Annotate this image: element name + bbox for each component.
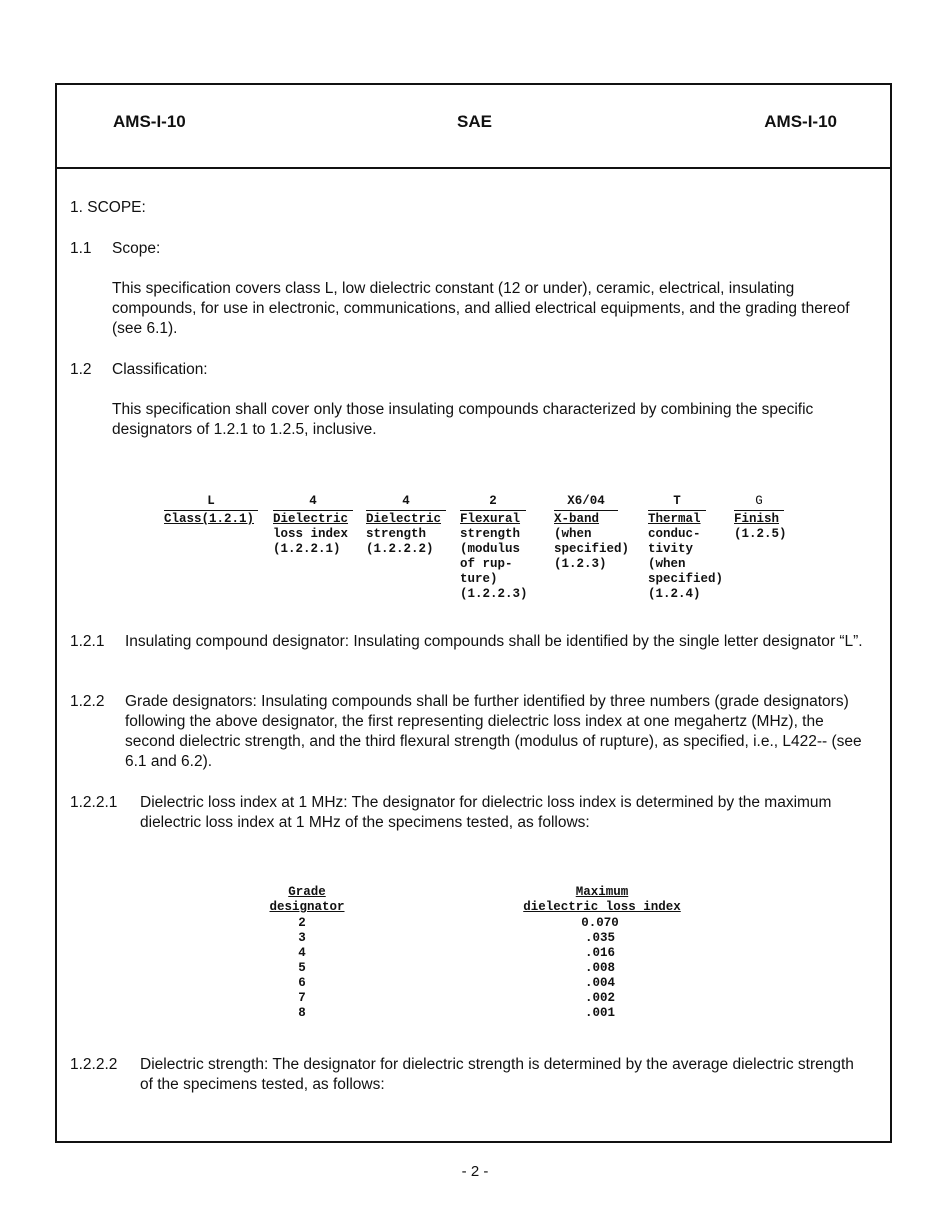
header-publisher: SAE [457,112,492,131]
table-cell-loss-index: .016 [584,946,615,960]
section-number-1-1: 1.1 [70,240,92,257]
header-doc-id-left: AMS-I-10 [113,112,186,131]
designator-label-line: specified) [648,572,724,586]
table-cell-loss-index: .001 [584,1006,615,1020]
designator-label-line: ture) [460,572,498,586]
section-number-1-2-2: 1.2.2 [70,693,105,710]
grade-designator-column [262,916,342,1021]
table-cell-loss-index: .004 [584,976,615,990]
designator-class [164,494,258,527]
section-body-1-2-1: Insulating compound designator: Insulating compounds shall be identified by the single letter designator “L”. [125,633,863,650]
section-number-1-2: 1.2 [70,361,92,378]
max-loss-index-header [512,885,692,915]
designator-label-line: Finish [734,512,780,526]
section-heading-scope: 1. SCOPE: [70,199,146,216]
designator-label-line: Class(1.2.1) [164,512,255,526]
table-cell-grade: 3 [298,931,306,945]
table-cell-grade: 2 [298,916,306,930]
designator-label-line: strength [460,527,521,541]
designator-label-line: conduc- [648,527,701,541]
designator-label-line: (1.2.4) [648,587,701,601]
section-body-1-1: This specification covers class L, low dielectric constant (12 or under), ceramic, electrical, insulating compounds, for use in electronic, communications, and allied electrical equipments, and the grading thereof (see 6.1). [112,280,850,337]
designator-label-line: (1.2.2.1) [273,542,341,556]
designator-label-line: of rup- [460,557,513,571]
designator-x-band [554,494,630,572]
designator-finish [734,494,787,542]
designator-label-line: (1.2.2.2) [366,542,434,556]
designator-label-line: (when [648,557,686,571]
designator-label-line: Thermal [648,512,701,526]
designator-label-line: (when [554,527,592,541]
section-number-1-2-1: 1.2.1 [70,633,105,650]
page-frame [55,83,892,1143]
table-cell-loss-index: .002 [584,991,615,1005]
designator-loss-index [273,494,353,557]
section-title-1-2: Classification: [112,361,208,378]
section-body-1-2-2: Grade designators: Insulating compounds shall be further identified by three numbers (grade designators) following the above designator, the first representing dielectric loss index at one megahertz (MHz), the second dielectric strength, and the third flexural strength (modulus of rupture), as specified, i.e., L422-- (see 6.1 and 6.2). [125,693,862,770]
grade-designator-header [262,885,352,915]
section-body-1-2-2-1: Dielectric loss index at 1 MHz: The designator for dielectric loss index is determined by the maximum dielectric loss index at 1 MHz of the specimens tested, as follows: [140,794,832,831]
designator-label-line: Dielectric [366,512,442,526]
designator-thermal-conductivity [648,494,724,602]
designator-code: X6/04 [554,494,618,511]
table-cell-grade: 7 [298,991,306,1005]
table-cell-loss-index: 0.070 [581,916,619,930]
header-line: dielectric loss index [523,900,681,914]
header-line: Maximum [575,885,629,899]
document-header [57,85,890,169]
table-cell-grade: 6 [298,976,306,990]
header-doc-id-right: AMS-I-10 [764,112,837,131]
designator-label-line: strength [366,527,427,541]
table-cell-grade: 5 [298,961,306,975]
table-cell-grade: 4 [298,946,306,960]
header-line: Grade [288,885,326,899]
page-number: - 2 - [461,1163,489,1180]
designator-code: T [648,494,706,511]
designator-dielectric-strength [366,494,446,557]
designator-label-line: specified) [554,542,630,556]
section-number-1-2-2-2: 1.2.2.2 [70,1056,118,1073]
designator-label-line: (modulus [460,542,521,556]
max-loss-index-column [560,916,640,1021]
table-cell-loss-index: .008 [584,961,615,975]
designator-code: L [164,494,258,511]
designator-flexural-strength [460,494,526,602]
table-cell-grade: 8 [298,1006,306,1020]
designator-label-line: Flexural [460,512,521,526]
designator-code: G [734,494,784,511]
section-body-1-2-2-2: Dielectric strength: The designator for dielectric strength is determined by the average dielectric strength of the specimens tested, as follows: [140,1056,854,1093]
designator-label-line: (1.2.2.3) [460,587,528,601]
designator-label-line: X-band [554,512,600,526]
section-title-1-1: Scope: [112,240,161,257]
section-body-1-2: This specification shall cover only those insulating compounds characterized by combining the specific designators of 1.2.1 to 1.2.5, inclusive. [112,401,814,438]
designator-label-line: (1.2.3) [554,557,607,571]
header-line: designator [269,900,345,914]
designator-label-line: loss index [273,527,349,541]
designator-label-line: Dielectric [273,512,349,526]
designator-label-line: (1.2.5) [734,527,787,541]
designator-code: 2 [460,494,526,511]
table-cell-loss-index: .035 [584,931,615,945]
section-number-1-2-2-1: 1.2.2.1 [70,794,118,811]
designator-code: 4 [273,494,353,511]
designator-code: 4 [366,494,446,511]
designator-label-line: tivity [648,542,694,556]
